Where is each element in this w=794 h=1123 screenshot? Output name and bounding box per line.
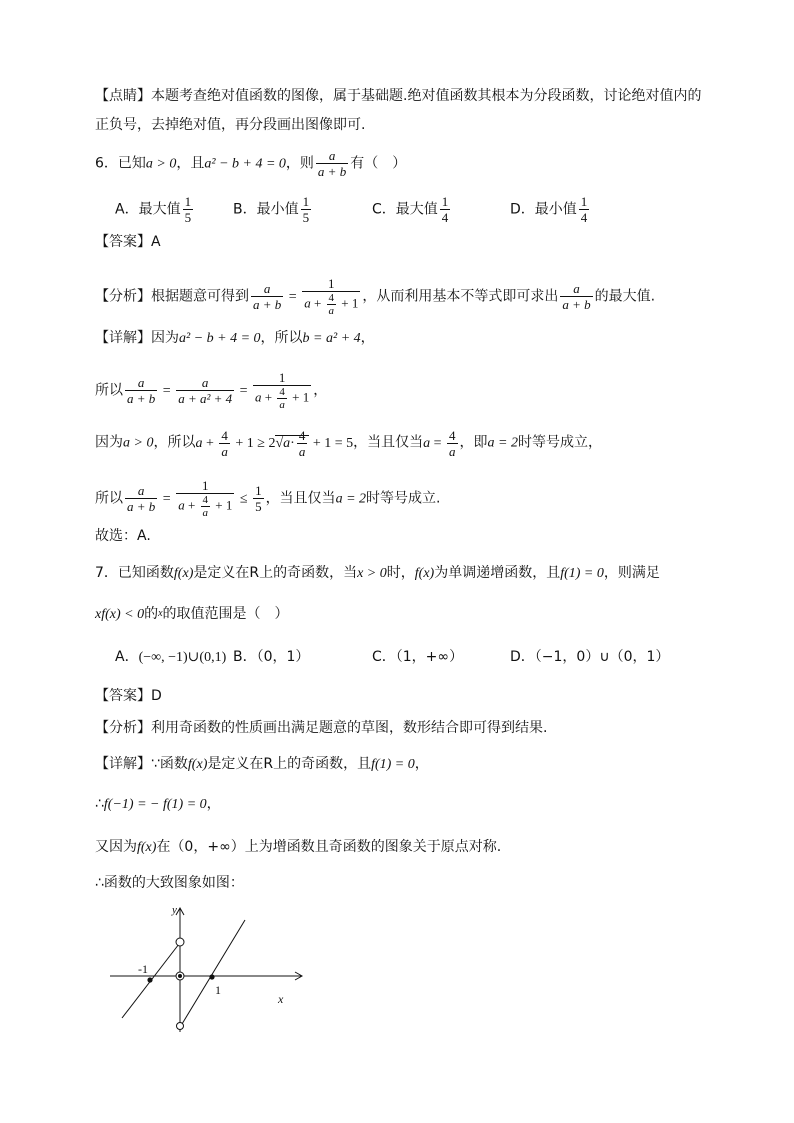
dianjing-text-2: 正负号，去掉绝对值，再分段画出图像即可. — [95, 117, 366, 133]
q6-analysis-frac-1: $\frac{a}{a + b}$ — [253, 281, 282, 312]
q7-stem-f1: f(1) = 0 — [560, 566, 604, 581]
q6-detail-4: 所以 $\frac{a}{a + b}$ = 1 a + $\frac{4}{a}$ + 1 ≤ $\frac{1}{5}$ ，当且仅当a = 2时等号成立. — [95, 478, 441, 519]
q7-stem-text-c: 时， — [386, 565, 415, 581]
q7-choice-d-label: D．（−1，0）∪（0，1） — [510, 649, 670, 665]
label-neg1: -1 — [138, 962, 148, 976]
q6-stem-frac-num: a — [328, 148, 336, 163]
q7-choice-c-label: C．（1，+∞） — [372, 649, 464, 665]
q6-stem-cond1: a > 0 — [145, 156, 177, 172]
y-axis-label: y — [172, 904, 177, 916]
q7-choice-a-label: A． — [115, 649, 139, 665]
q7-choice-b-label: B．（0，1） — [233, 649, 310, 665]
q6-detail-1-eq: a² − b + 4 = 0 — [179, 331, 261, 346]
q6-detail-1-eq2: b = a² + 4 — [302, 331, 361, 346]
q7-detail-2-therefore: ∴ — [95, 796, 104, 812]
q7-stem-f: f(x) — [173, 566, 194, 581]
q7-answer-tag: 【答案】 — [95, 688, 151, 704]
q6-detail-4-text-b: ，当且仅当 — [265, 490, 336, 507]
q6-detail-3 — [95, 428, 602, 459]
q6-detail-4-frac-2: 1 a + $\frac{4}{a}$ + 1 — [178, 478, 233, 519]
q7-detail-1-f: f(x) — [187, 757, 208, 772]
right-branch-line — [182, 920, 245, 1024]
q6-choice-d-label: D．最小值 — [510, 201, 577, 218]
q7-detail-tag: 【详解】 — [95, 756, 151, 772]
q6-stem-text-c: ，则 — [285, 155, 314, 172]
q6-choice-d-den: 4 — [580, 210, 588, 225]
x-axis-label: x — [278, 992, 284, 1006]
q6-detail-3-text-c: ，当且仅当 — [353, 434, 424, 451]
q6-detail-1-text-c: ， — [360, 330, 375, 346]
q6-detail-2-frac-3: 1 a + $\frac{4}{a}$ + 1 — [255, 370, 310, 411]
q6-detail-3-cond: a > 0 — [123, 435, 154, 451]
q7-stem-ineq: xf(x) < 0 — [95, 607, 145, 622]
q6-stem-cond2: a² − b + 4 = 0 — [204, 156, 286, 172]
q7-analysis — [95, 718, 547, 738]
dianjing-tag: 【点睛】 — [95, 88, 151, 104]
q7-detail-2-end: ， — [206, 796, 221, 812]
q6-choice-b-label: B．最小值 — [233, 201, 299, 218]
q7-stem-text-f: 的 — [144, 606, 159, 622]
q6-detail-3-text-e: 时等号成立， — [517, 434, 602, 451]
q7-detail-2 — [95, 794, 221, 815]
q6-choice-c-frac — [440, 194, 451, 225]
q6-analysis-tag: 【分析】 — [95, 288, 151, 305]
origin-point-dot — [178, 974, 182, 978]
q6-choice-d — [510, 194, 591, 225]
q6-detail-tag: 【详解】 — [95, 330, 151, 346]
q7-detail-3-text-a: 又因为 — [95, 839, 137, 855]
q6-choice-c — [372, 194, 452, 225]
q6-detail-2: 所以 $\frac{a}{a + b}$ = $\frac{a}{\text{a + a² + 4}}$ = 1 a + $\frac{4}{a}$ + 1 ， — [95, 370, 328, 411]
q7-answer-value: D — [151, 688, 162, 704]
q6-conclusion — [95, 526, 151, 546]
q6-answer — [95, 232, 161, 252]
q7-stem-text-b: 是定义在R上的奇函数，当 — [193, 565, 358, 581]
q7-choice-a-math: (−∞, −1)∪(0,1) — [138, 650, 227, 665]
q6-stem-text-d: 有（ ） — [350, 155, 407, 172]
q6-analysis-text-a: 根据题意可得到 — [151, 288, 249, 305]
q7-analysis-text: 利用奇函数的性质画出满足题意的草图，数形结合即可得到结果. — [151, 720, 548, 736]
q7-stem-text-g: 的取值范围是（ ） — [162, 606, 289, 622]
q6-stem-text-b: ，且 — [176, 155, 205, 172]
q6-choice-c-label: C．最大值 — [372, 201, 438, 218]
q6-detail-3-eq: a = 2 — [487, 435, 518, 451]
q6-detail-2-frac-2: $\frac{a}{\text{a + a² + 4}}$ — [178, 375, 233, 406]
q6-choice-a-frac — [183, 194, 194, 225]
q6-detail-4-frac-1: $\frac{a}{a + b}$ — [127, 483, 156, 514]
q6-analysis: 【分析】根据题意可得到 $\frac{a}{a + b}$ = 1 a + $\frac{4}{a}$ + 1 ，从而利用基本不等式即可求出 $\frac{a}{a + b}$ 的最大值. — [95, 276, 656, 317]
q6-choice-b-num: 1 — [302, 194, 310, 209]
q6-choice-c-den: 4 — [441, 210, 449, 225]
q6-detail-3-ineq: a + $\frac{4}{a}$ + 1 ≥ 2√a· $\frac{4}{a}$ + 1 = 5 — [195, 428, 354, 459]
q7-choice-a — [115, 647, 226, 668]
q7-detail-3-f: f(x) — [137, 840, 157, 855]
q6-detail-2-text: 所以 — [95, 382, 123, 399]
q6-choice-b-den: 5 — [302, 210, 310, 225]
q7-detail-1 — [95, 754, 429, 775]
q6-detail-2-frac-1: $\frac{a}{a + b}$ — [127, 375, 156, 406]
q6-choice-b — [233, 194, 313, 225]
q6-detail-3-text-d: ，即 — [459, 434, 488, 451]
q6-detail-4-eq: a = 2 — [335, 491, 367, 507]
q7-stem-line-2 — [95, 604, 289, 625]
q6-choice-c-num: 1 — [441, 194, 449, 209]
q7-choice-b — [233, 647, 309, 667]
q7-detail-2-eq: f(−1) = − f(1) = 0 — [103, 797, 207, 812]
dianjing-line-1 — [95, 86, 701, 106]
q7-detail-3-text-b: 在（0，+∞）上为增函数且奇函数的图象关于原点对称. — [156, 839, 502, 855]
q7-stem-text-d: 为单调递增函数，且 — [434, 565, 561, 581]
point-neg1 — [147, 977, 152, 982]
q6-detail-3-eq-cond: a = $\frac{4}{a}$ — [423, 428, 456, 459]
q6-detail-4-text-c: 时等号成立. — [366, 490, 441, 507]
q6-choice-b-frac — [301, 194, 312, 225]
q6-detail-3-text-b: ，所以 — [153, 434, 196, 451]
q6-answer-tag: 【答案】 — [95, 234, 151, 250]
q6-detail-4-text-a: 所以 — [95, 490, 123, 507]
q7-stem-f2: f(x) — [414, 566, 435, 581]
q7-analysis-tag: 【分析】 — [95, 720, 151, 736]
dianjing-text-1: 本题考查绝对值函数的图像，属于基础题.绝对值函数其根本为分段函数，讨论绝对值内的 — [151, 88, 702, 104]
label-1: 1 — [215, 983, 221, 997]
q7-stem-x: x > 0 — [357, 566, 387, 581]
q7-choice-d — [510, 647, 669, 667]
q6-conclusion-text: 故选：A. — [95, 528, 151, 544]
q6-detail-1-text-b: ，所以 — [260, 330, 303, 346]
q6-choice-d-num: 1 — [580, 194, 588, 209]
q7-stem-text-a: 7．已知函数 — [95, 565, 174, 581]
q6-answer-value: A — [151, 234, 161, 250]
q6-choice-a-label: A．最大值 — [115, 201, 181, 218]
q6-detail-2-end: ， — [313, 382, 328, 399]
q7-answer — [95, 686, 162, 706]
q6-detail-3-text-a: 因为 — [95, 434, 123, 451]
point-1 — [209, 974, 214, 979]
q7-detail-4 — [95, 873, 244, 893]
q7-detail-1-text-d: ， — [414, 756, 429, 772]
q7-stem-text-e: ，则满足 — [603, 565, 660, 581]
q6-analysis-frac-2: 1 a + $\frac{4}{a}$ + 1 — [304, 276, 359, 317]
q7-stem-line-1 — [95, 563, 660, 584]
q6-choice-a-den: 5 — [184, 210, 192, 225]
q6-stem-frac — [316, 148, 348, 179]
q7-choice-c — [372, 647, 463, 667]
dianjing-line-2 — [95, 115, 365, 135]
q6-stem — [95, 148, 406, 179]
q6-analysis-text-c: 的最大值. — [594, 288, 656, 305]
q7-stem-x-var: x — [158, 608, 163, 619]
q6-detail-1 — [95, 328, 375, 349]
q6-choice-a-num: 1 — [184, 194, 192, 209]
q7-detail-1-text-b: 是定义在R上的奇函数，且 — [207, 756, 372, 772]
q7-detail-4-text: ∴函数的大致图象如图： — [95, 875, 244, 891]
q7-detail-1-f1: f(1) = 0 — [371, 757, 415, 772]
q7-detail-1-text-a: ∵函数 — [151, 756, 188, 772]
q6-choice-d-frac — [579, 194, 590, 225]
q6-analysis-frac-3: $\frac{a}{a + b}$ — [562, 281, 591, 312]
q6-detail-4-frac-3: $\frac{1}{5}$ — [255, 483, 262, 514]
function-sketch-graph — [95, 900, 315, 1040]
open-point-lower — [177, 1023, 184, 1030]
q6-stem-text-a: 6．已知 — [95, 155, 146, 172]
q6-detail-1-text-a: 因为 — [151, 330, 179, 346]
q6-analysis-text-b: ，从而利用基本不等式即可求出 — [362, 288, 559, 305]
q6-choice-a — [115, 194, 195, 225]
open-point-upper — [176, 938, 184, 946]
q7-detail-3 — [95, 837, 501, 858]
q6-stem-frac-den: a + b — [317, 164, 347, 179]
